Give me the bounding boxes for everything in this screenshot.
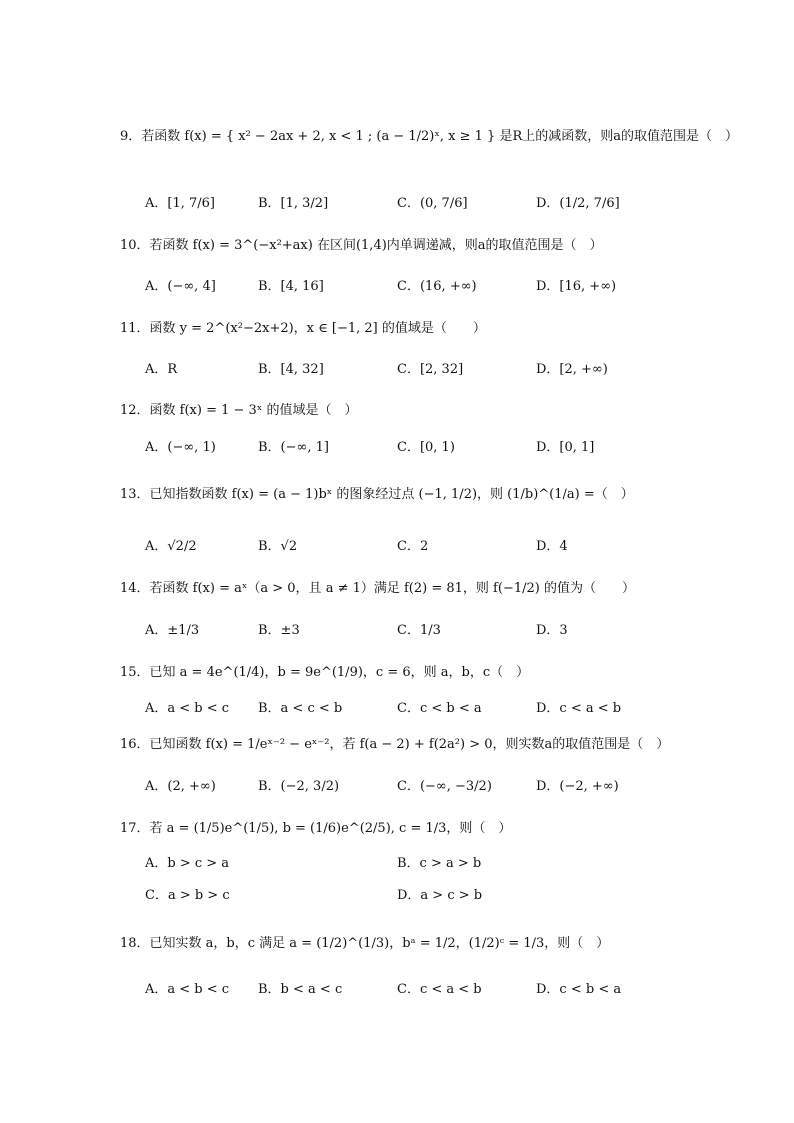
question-15-stem: 15．已知 a = 4e^(1/4)，b = 9e^(1/9)，c = 6，则 a，b，c（ ） bbox=[120, 665, 530, 680]
question-18-option-b: B．b < a < c bbox=[258, 982, 343, 997]
question-10-option-c: C．(16, +∞) bbox=[397, 279, 477, 294]
question-18-option-a: A．a < b < c bbox=[145, 982, 230, 997]
question-10-option-d: D．[16, +∞) bbox=[536, 279, 617, 294]
question-14-option-c: C．1/3 bbox=[397, 623, 441, 638]
question-9-stem: 9．若函数 f(x) = { x² − 2ax + 2, x < 1 ; (a − 1/2)ˣ, x ≥ 1 } 是R上的减函数，则a的取值范围是（ ） bbox=[120, 129, 738, 144]
question-15-option-a: A．a < b < c bbox=[145, 701, 230, 716]
question-12-option-c: C．[0, 1) bbox=[397, 440, 455, 455]
question-13-stem: 13．已知指数函数 f(x) = (a − 1)bˣ 的图象经过点 (−1, 1/2)，则 (1/b)^(1/a) =（ ） bbox=[120, 487, 634, 502]
question-11-option-a: A．R bbox=[145, 362, 178, 377]
question-16-stem: 16．已知函数 f(x) = 1/eˣ⁻² − eˣ⁻²，若 f(a − 2) + f(2a²) > 0，则实数a的取值范围是（ ） bbox=[120, 737, 670, 752]
question-12-option-d: D．[0, 1] bbox=[536, 440, 595, 455]
question-13-option-d: D．4 bbox=[536, 539, 568, 554]
question-12-option-a: A．(−∞, 1) bbox=[145, 440, 216, 455]
question-14-option-b: B．±3 bbox=[258, 623, 300, 638]
question-17-option-b: B．c > a > b bbox=[397, 856, 482, 871]
question-13-option-b: B．√2 bbox=[258, 539, 298, 554]
question-15-option-d: D．c < a < b bbox=[536, 701, 622, 716]
question-16-option-b: B．(−2, 3/2) bbox=[258, 779, 340, 794]
question-16-option-a: A．(2, +∞) bbox=[145, 779, 216, 794]
question-9-option-b: B．[1, 3/2] bbox=[258, 196, 329, 211]
question-15-option-c: C．c < b < a bbox=[397, 701, 482, 716]
question-18-stem: 18．已知实数 a，b，c 满足 a = (1/2)^(1/3)，bᵃ = 1/2，(1/2)ᶜ = 1/3，则（ ） bbox=[120, 936, 610, 951]
question-10-option-b: B．[4, 16] bbox=[258, 279, 324, 294]
question-18-option-d: D．c < b < a bbox=[536, 982, 622, 997]
question-17-option-d: D．a > c > b bbox=[397, 888, 483, 903]
question-11-option-c: C．[2, 32] bbox=[397, 362, 464, 377]
question-17-stem: 17．若 a = (1/5)e^(1/5), b = (1/6)e^(2/5), c = 1/3，则（ ） bbox=[120, 821, 512, 836]
question-11-stem: 11．函数 y = 2^(x²−2x+2)，x ∈ [−1, 2] 的值域是（ ） bbox=[120, 321, 486, 336]
question-16-option-d: D．(−2, +∞) bbox=[536, 779, 619, 794]
question-10-option-a: A．(−∞, 4] bbox=[145, 279, 216, 294]
question-9-option-d: D．(1/2, 7/6] bbox=[536, 196, 620, 211]
question-9-option-c: C．(0, 7/6] bbox=[397, 196, 468, 211]
question-15-option-b: B．a < c < b bbox=[258, 701, 343, 716]
question-10-stem: 10．若函数 f(x) = 3^(−x²+ax) 在区间(1,4)内单调递减，则a的取值范围是（ ） bbox=[120, 238, 603, 253]
question-12-stem: 12．函数 f(x) = 1 − 3ˣ 的值域是（ ） bbox=[120, 403, 358, 418]
question-11-option-b: B．[4, 32] bbox=[258, 362, 324, 377]
question-17-option-a: A．b > c > a bbox=[145, 856, 230, 871]
question-13-option-a: A．√2/2 bbox=[145, 539, 197, 554]
question-11-option-d: D．[2, +∞) bbox=[536, 362, 608, 377]
question-14-stem: 14．若函数 f(x) = aˣ（a > 0，且 a ≠ 1）满足 f(2) = 81，则 f(−1/2) 的值为（ ） bbox=[120, 581, 635, 596]
question-17-option-c: C．a > b > c bbox=[145, 888, 230, 903]
question-14-option-d: D．3 bbox=[536, 623, 568, 638]
question-9-option-a: A．[1, 7/6] bbox=[145, 196, 215, 211]
question-14-option-a: A．±1/3 bbox=[145, 623, 200, 638]
question-13-option-c: C．2 bbox=[397, 539, 429, 554]
question-16-option-c: C．(−∞, −3/2) bbox=[397, 779, 492, 794]
question-12-option-b: B．(−∞, 1] bbox=[258, 440, 329, 455]
question-18-option-c: C．c < a < b bbox=[397, 982, 482, 997]
